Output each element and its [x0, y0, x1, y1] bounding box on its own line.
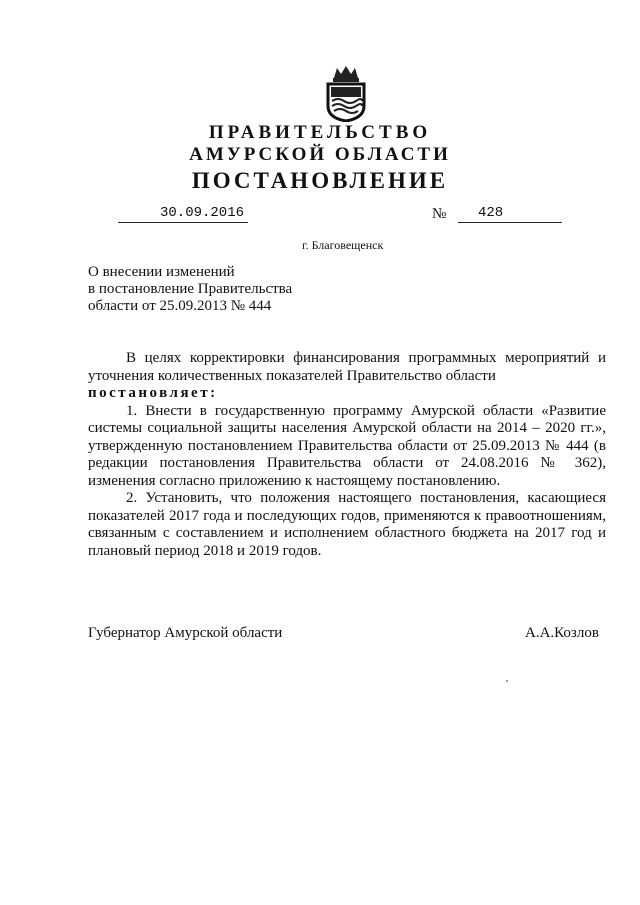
decree-number: 428: [478, 205, 504, 221]
subject-line: в постановление Правительства: [88, 281, 293, 297]
decree-subject: [88, 264, 348, 315]
subject-line: области от 25.09.2013 № 444: [88, 298, 272, 314]
date-underline: [118, 222, 248, 223]
number-sign: №: [432, 206, 447, 222]
number-underline: [458, 222, 562, 223]
subject-line: О внесении изменений: [88, 264, 235, 280]
stray-mark: ʼ: [505, 678, 509, 690]
signatory-title: Губернатор Амурской области: [88, 625, 283, 641]
resolves-word: постановляет:: [88, 385, 218, 401]
decree-body: [88, 350, 606, 560]
preamble: В целях корректировки финансирования программных мероприятий и уточнения количественных показателей Правительство области: [88, 350, 606, 384]
government-title: ПРАВИТЕЛЬСТВО: [208, 122, 432, 143]
document-type: ПОСТАНОВЛЕНИЕ: [191, 168, 449, 193]
region-title: АМУРСКОЙ ОБЛАСТИ: [189, 144, 451, 165]
decree-date: 30.09.2016: [160, 205, 245, 221]
city: г. Благовещенск: [302, 238, 384, 252]
clause-1: 1. Внести в государственную программу Амурской области «Развитие системы социальной защиты населения Амурской области на 2014 – 2020 гг.», утвержденную постановлением Правительства области от 25.09.2013 № 444 (в редакции постановления Правительства области от 24.08.2016 № 362), изменения согласно приложению к настоящему постановлению.: [88, 402, 606, 489]
coat-of-arms-icon: [322, 64, 370, 122]
signatory-name: А.А.Козлов: [525, 625, 599, 641]
clause-2: 2. Установить, что положения настоящего постановления, касающиеся показателей 2017 года и последующих годов, применяются к правоотношениям, связанным с составлением и исполнением областного бюджета на 2017 год и плановый период 2018 и 2019 годов.: [88, 490, 606, 559]
